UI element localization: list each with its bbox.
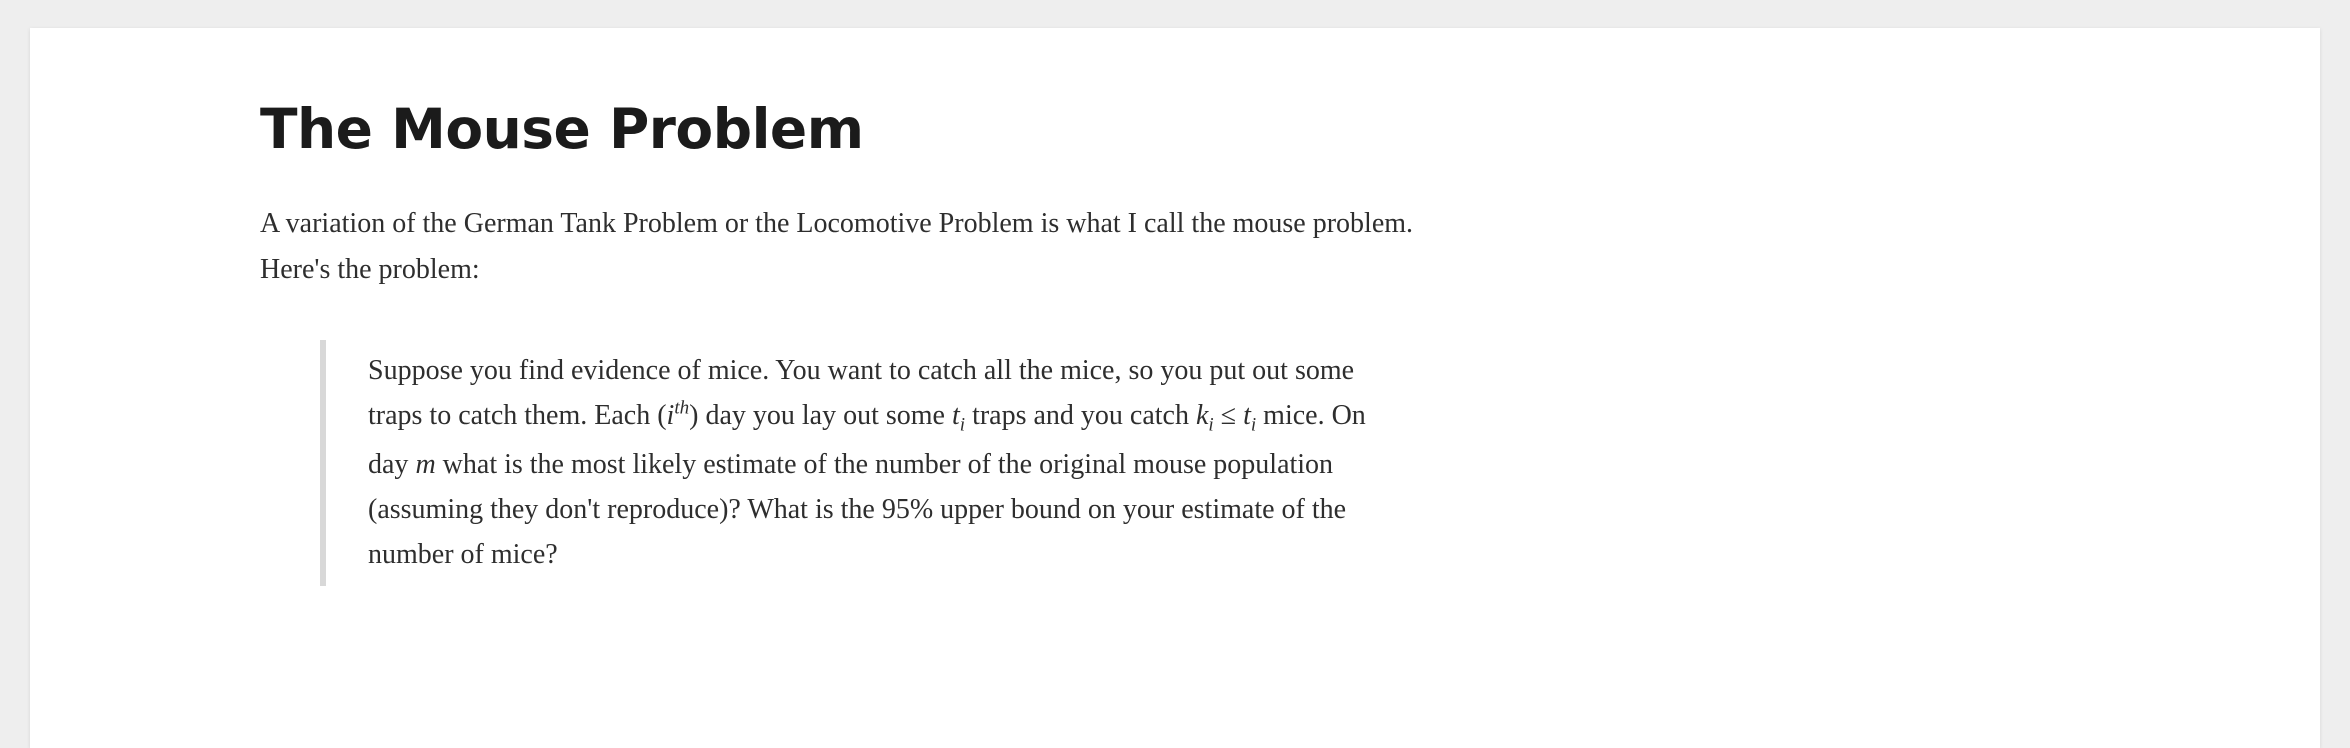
math-sub-i-2: i	[1208, 414, 1214, 436]
blockquote-text	[368, 348, 1398, 578]
document-content	[30, 28, 1580, 586]
quote-segment-2: ) day you lay out some	[689, 400, 952, 432]
quote-segment-4: ≤	[1213, 400, 1244, 432]
math-var-t-1: t	[951, 400, 960, 432]
quote-segment-6: what is the most likely estimate of the number of the original mouse population (assuming they don't reproduce)? What is the 95% upper bound on your estimate of the number of mice?	[368, 448, 1347, 571]
quote-segment-5: mice. On day	[368, 400, 1366, 480]
page-title: The Mouse Problem	[260, 97, 864, 161]
math-var-m: m	[415, 448, 436, 480]
math-var-k: k	[1195, 400, 1209, 432]
math-var-t-2: t	[1243, 400, 1251, 432]
quote-segment-1: Suppose you find evidence of mice. You want to catch all the mice, so you put out some traps to catch them. Each (	[368, 354, 1355, 432]
quote-segment-3: traps and you catch	[965, 400, 1196, 432]
math-sub-i-3: i	[1250, 414, 1257, 436]
math-var-i: i	[666, 400, 675, 432]
problem-blockquote	[320, 340, 1398, 586]
document-sheet	[30, 28, 2320, 748]
math-sub-i-1: i	[959, 414, 966, 436]
math-sup-th: th	[674, 398, 690, 419]
intro-paragraph: A variation of the German Tank Problem or the Locomotive Problem is what I call the mouse problem. Here's the problem:	[260, 208, 1414, 285]
